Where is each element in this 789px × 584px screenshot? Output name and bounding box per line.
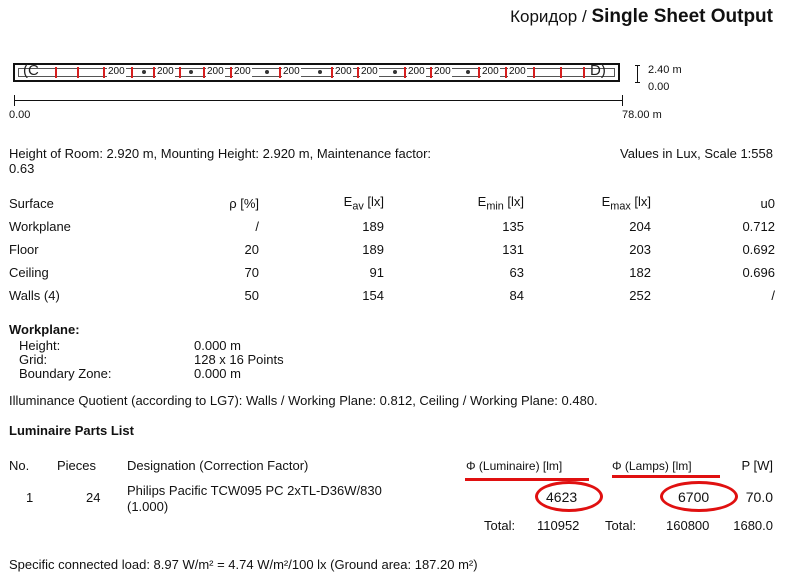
luminaire-mark: [103, 67, 105, 78]
workplane-label: Height:: [19, 338, 61, 353]
luminaire-flux-total: 110952: [537, 518, 580, 533]
surface-name: Workplane: [9, 219, 71, 234]
workplane-value: 128 x 16 Points: [194, 352, 284, 367]
col-uniformity: u0: [760, 196, 775, 211]
maintenance-factor-value: 0.63: [9, 161, 35, 176]
reflectance-value: /: [255, 219, 259, 234]
power-value: 70.0: [745, 489, 773, 505]
part-correction-factor: (1.000): [127, 499, 169, 514]
workplane-row: [9, 339, 394, 353]
col-power: P [W]: [741, 458, 773, 473]
plan-dot: [265, 70, 269, 74]
left-end-symbol: (C: [23, 62, 39, 79]
right-end-symbol: D): [590, 62, 606, 79]
e-minimum-value: 131: [502, 242, 524, 257]
col-lamps-flux: Φ (Lamps) [lm]: [612, 459, 692, 473]
luminaire-mark: [131, 67, 133, 78]
lamps-flux-total: 160800: [666, 518, 710, 533]
plan-dot: [466, 70, 470, 74]
e-average-value: 154: [362, 288, 384, 303]
surface-name: Floor: [9, 242, 39, 257]
col-e-minimum: $E_{min}$ [lx]: [477, 194, 524, 213]
luminaire-mark: [331, 67, 333, 78]
uniformity-value: 0.696: [742, 265, 775, 280]
plan-dot: [393, 70, 397, 74]
surface-results-table: [9, 192, 775, 307]
col-number: No.: [9, 458, 30, 473]
reflectance-value: 50: [244, 288, 259, 303]
luminaire-flux-value: 4623: [546, 489, 578, 505]
luminaire-mark: [179, 67, 181, 78]
specific-connected-load: Specific connected load: 8.97 W/m² = 4.74 W/m²/100 lx (Ground area: 187.20 m²): [9, 557, 478, 572]
e-maximum-value: 204: [629, 219, 651, 234]
table-row: [9, 238, 775, 261]
table-row: [9, 215, 775, 238]
corridor-plan: [13, 63, 620, 82]
isoline-label: 200: [408, 66, 425, 77]
table-row: [9, 284, 775, 307]
part-pieces: 24: [86, 490, 101, 505]
e-minimum-value: 135: [502, 219, 524, 234]
scale-end-label: 78.00 m: [622, 109, 662, 121]
illuminance-quotient: Illuminance Quotient (according to LG7): Walls / Working Plane: 0.812, Ceiling / Working Plane: 0.480.: [9, 393, 598, 408]
e-maximum-value: 252: [629, 288, 651, 303]
red-underline-lamps-flux: [612, 475, 720, 478]
lamps-flux-value: 6700: [678, 489, 710, 505]
isoline-label: 200: [361, 66, 378, 77]
room-info-text: Height of Room: 2.920 m, Mounting Height: 2.920 m, Maintenance factor:: [9, 146, 432, 161]
e-minimum-value: 84: [509, 288, 524, 303]
luminaire-mark: [583, 67, 585, 78]
workplane-row: [9, 367, 394, 381]
room-height-label: 2.40 m: [648, 64, 682, 76]
table-header-row: [9, 192, 775, 215]
luminaire-mark: [230, 67, 232, 78]
scale-end-tick: [622, 95, 623, 106]
workplane-label: Boundary Zone:: [19, 366, 112, 381]
luminaire-mark: [153, 67, 155, 78]
col-reflectance: ρ [%]: [229, 196, 259, 211]
uniformity-value: /: [771, 288, 775, 303]
col-luminaire-flux: Φ (Luminaire) [lm]: [466, 459, 563, 473]
uniformity-value: 0.712: [742, 219, 775, 234]
parts-list-heading: Luminaire Parts List: [9, 423, 134, 438]
col-e-average: $E_{av}$ [lx]: [343, 194, 384, 213]
uniformity-value: 0.692: [742, 242, 775, 257]
isoline-label: 200: [108, 66, 125, 77]
luminaire-mark: [560, 67, 562, 78]
e-minimum-value: 63: [509, 265, 524, 280]
surface-name: Ceiling: [9, 265, 49, 280]
part-number: 1: [26, 490, 34, 505]
luminaire-mark: [55, 67, 57, 78]
total-label-luminaire: Total:: [484, 518, 516, 533]
workplane-value: 0.000 m: [194, 338, 241, 353]
title-main: Single Sheet Output: [591, 6, 773, 27]
workplane-value: 0.000 m: [194, 366, 241, 381]
workplane-row: [9, 353, 394, 367]
luminaire-mark: [430, 67, 432, 78]
scale-start-tick: [14, 95, 15, 106]
workplane-details: [9, 339, 394, 381]
luminaire-mark: [279, 67, 281, 78]
isoline-label: 200: [207, 66, 224, 77]
reflectance-value: 20: [244, 242, 259, 257]
isoline-label: 200: [482, 66, 499, 77]
plan-dot: [318, 70, 322, 74]
luminaire-mark: [203, 67, 205, 78]
values-scale-note: Values in Lux, Scale 1:558: [620, 146, 773, 161]
length-scale-line: [14, 100, 622, 101]
isoline-label: 200: [157, 66, 174, 77]
col-surface: Surface: [9, 196, 54, 211]
col-e-maximum: $E_{max}$ [lx]: [601, 194, 651, 213]
luminaire-mark: [533, 67, 535, 78]
luminaire-mark: [357, 67, 359, 78]
isoline-label: 200: [335, 66, 352, 77]
luminaire-mark: [478, 67, 480, 78]
workplane-heading: Workplane:: [9, 322, 80, 337]
table-row: [9, 261, 775, 284]
luminaire-mark: [404, 67, 406, 78]
e-maximum-value: 203: [629, 242, 651, 257]
plan-dot: [142, 70, 146, 74]
total-label-lamps: Total:: [605, 518, 637, 533]
plan-dot: [189, 70, 193, 74]
title-room-name: Коридор /: [510, 7, 592, 26]
height-dimension-bracket: [635, 65, 640, 83]
col-pieces: Pieces: [57, 458, 97, 473]
e-average-value: 91: [369, 265, 384, 280]
height-zero-label: 0.00: [648, 81, 670, 93]
surface-name: Walls (4): [9, 288, 60, 303]
col-designation: Designation (Correction Factor): [127, 458, 309, 473]
e-average-value: 189: [362, 219, 384, 234]
e-maximum-value: 182: [629, 265, 651, 280]
luminaire-mark: [505, 67, 507, 78]
isoline-label: 200: [434, 66, 451, 77]
part-designation: Philips Pacific TCW095 PC 2xTL-D36W/830: [127, 483, 382, 498]
reflectance-value: 70: [244, 265, 259, 280]
e-average-value: 189: [362, 242, 384, 257]
scale-start-label: 0.00: [9, 109, 31, 121]
power-total: 1680.0: [733, 518, 773, 533]
page-title: [510, 6, 773, 28]
isoline-label: 200: [283, 66, 300, 77]
isoline-label: 200: [509, 66, 526, 77]
workplane-label: Grid:: [19, 352, 48, 367]
luminaire-mark: [77, 67, 79, 78]
isoline-label: 200: [234, 66, 251, 77]
